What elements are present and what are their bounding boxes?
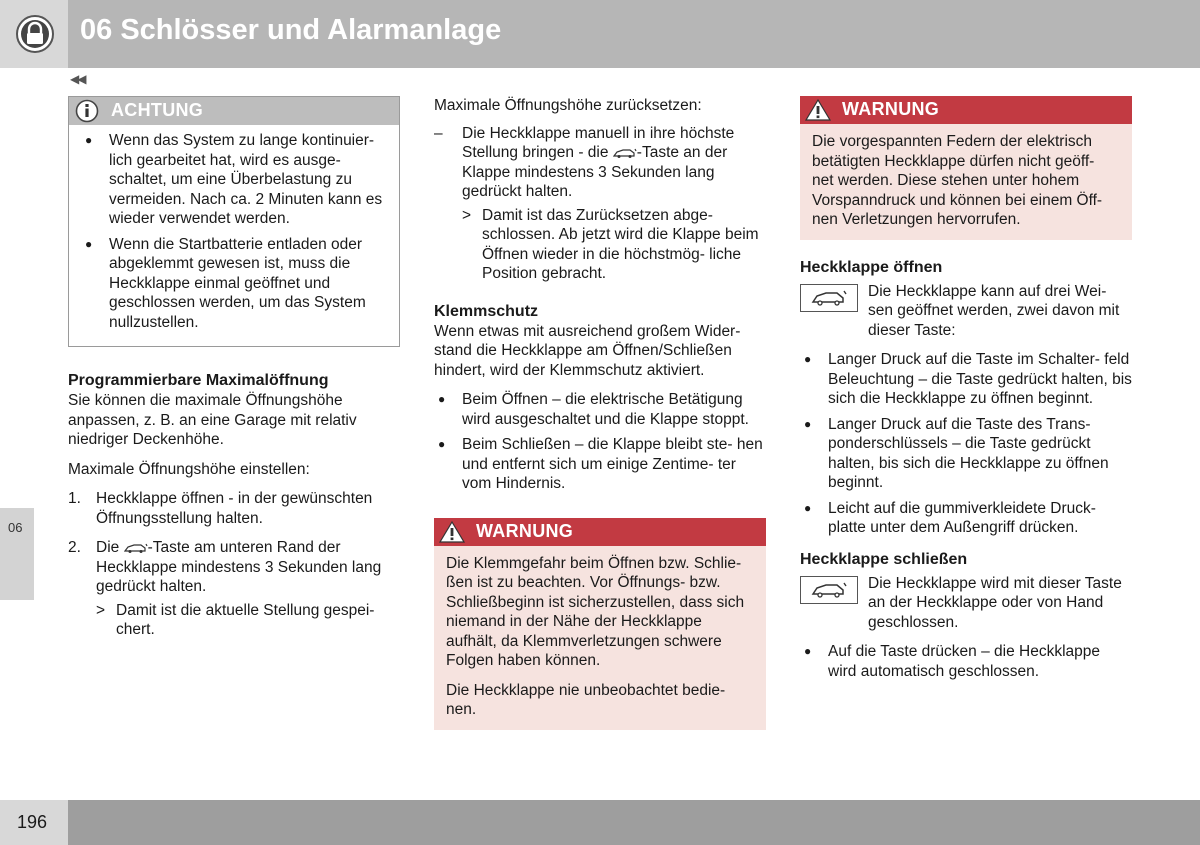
- list-item: ● Langer Druck auf die Taste des Trans- ponderschlüssels – die Taste gedrückt halten, bis sich die Heckklappe zu öffnen beginnt.: [800, 415, 1132, 493]
- list-item: ● Beim Schließen – die Klappe bleibt ste- hen und entfernt sich um einige Zentime- ter vom Hindernis.: [434, 435, 766, 494]
- list-item: [68, 489, 400, 528]
- section-heading: Klemmschutz: [434, 302, 539, 320]
- paragraph: Die Heckklappe wird mit dieser Taste an der Heckklappe oder von Hand geschlossen.: [868, 574, 1122, 631]
- list-item: ● Langer Druck auf die Taste im Schalter- feld Beleuchtung – die Taste gedrückt halten, bis sich die Heckklappe zu öffnen beginnt.: [800, 350, 1132, 409]
- list-item: ● Auf die Taste drücken – die Heckklappe wird automatisch geschlossen.: [800, 642, 1132, 681]
- dash-text-a: Die Heckklappe manuell in ihre höchste Stellung bringen - die: [462, 124, 735, 161]
- warnung-header: [800, 96, 1132, 124]
- dash-text-b: -Taste an der Klappe mindestens 3 Sekunden lang gedrückt halten.: [462, 144, 728, 200]
- info-icon: [73, 99, 101, 123]
- double-arrow-left-icon[interactable]: ◀◀: [70, 72, 85, 86]
- key-description: [800, 574, 1132, 633]
- tailgate-icon: [124, 542, 148, 554]
- result-text: Damit ist die aktuelle Stellung gespei- chert.: [116, 601, 375, 638]
- section-heading: Heckklappe öffnen: [800, 258, 943, 276]
- page-number-box: [0, 800, 68, 845]
- achtung-label: ACHTUNG: [111, 100, 204, 120]
- chapter-tab-label: 06: [8, 520, 23, 535]
- header-left-panel: [0, 0, 68, 68]
- achtung-box: [68, 96, 400, 347]
- warning-triangle-icon: [804, 98, 832, 122]
- achtung-body: [69, 125, 399, 346]
- paragraph: Maximale Öffnungshöhe einstellen:: [68, 460, 310, 478]
- list-item: – Die Heckklappe manuell in ihre höchste Stellung bringen - die -Taste an der Klappe mindestens 3 Sekunden lang gedrückt halten. > Damit ist das Zurücksetzen abge- schlossen. Ab jetzt wird die Klappe beim Öffnen wieder in die höchstmög- liche Position gebracht.: [434, 124, 766, 284]
- paragraph: Wenn etwas mit ausreichend großem Wider- stand die Heckklappe am Öffnen/Schließen hindert, wird der Klemmschutz aktiviert.: [434, 322, 741, 379]
- warnung-body: [434, 546, 766, 730]
- paragraph: Maximale Öffnungshöhe zurücksetzen:: [434, 97, 702, 114]
- paragraph: Sie können die maximale Öffnungshöhe anpassen, z. B. an eine Garage mit relativ niedriger Deckenhöhe.: [68, 392, 357, 448]
- step-text: Heckklappe öffnen - in der gewünschten Öffnungsstellung halten.: [96, 490, 373, 527]
- chapter-tab: [0, 508, 34, 600]
- list-item: ● Beim Öffnen – die elektrische Betätigung wird ausgeschaltet und die Klappe stoppt.: [434, 390, 766, 429]
- achtung-header: [69, 97, 399, 125]
- step-number: 1.: [68, 490, 81, 507]
- page-number: 196: [17, 812, 48, 832]
- tailgate-button: [800, 284, 858, 312]
- paragraph: Die Heckklappe kann auf drei Wei- sen geöffnet werden, zwei davon mit dieser Taste:: [868, 282, 1120, 339]
- warning-triangle-icon: [438, 520, 466, 544]
- tailgate-icon: [811, 581, 847, 599]
- section-heading: Heckklappe schließen: [800, 550, 968, 568]
- section-heading: Programmierbare Maximalöffnung: [68, 372, 329, 389]
- column-3: [800, 96, 1132, 687]
- warnung-box: [434, 518, 766, 730]
- tailgate-icon: [613, 147, 637, 159]
- paragraph: Die Klemmgefahr beim Öffnen bzw. Schlie- ßen ist zu beachten. Vor Öffnungs- bzw. Schließbeginn ist sicherzustellen, dass sich niemand in der Nähe der Heckklappe aufhält, da Klemmverletzungen schwere Folgen haben können.: [446, 554, 745, 669]
- key-description: [800, 282, 1132, 341]
- warnung-body: [800, 124, 1132, 240]
- column-2: [434, 96, 766, 730]
- step-result: > Damit ist das Zurücksetzen abge- schlossen. Ab jetzt wird die Klappe beim Öffnen wieder in die höchstmög- liche Position gebracht.: [462, 206, 759, 282]
- step-text-a: Die: [96, 539, 124, 556]
- list-item: [68, 538, 400, 640]
- result-text: Damit ist das Zurücksetzen abge- schlossen. Ab jetzt wird die Klappe beim Öffnen wieder in die höchstmög- liche Position gebracht.: [482, 206, 759, 282]
- list-item: ● Wenn das System zu lange kontinuier- lich gearbeitet hat, wird es ausge- schaltet, um eine Überbelastung zu vermeiden. Nach ca. 2 Minuten kann es wieder verwendet werden.: [81, 131, 385, 229]
- step-number: 2.: [68, 539, 81, 556]
- footer-bar: [68, 800, 1200, 845]
- tailgate-button: [800, 576, 858, 604]
- page-title: 06 Schlösser und Alarmanlage: [80, 14, 502, 46]
- step-text-b: -Taste am unteren Rand der Heckklappe mindestens 3 Sekunden lang gedrückt halten.: [96, 539, 382, 595]
- column-1: [68, 96, 400, 650]
- paragraph: Die vorgespannten Federn der elektrisch betätigten Heckklappe dürfen nicht geöff- net werden. Diese stehen unter hohem Vorspanndruck und können bei einem Öff- nen Verletzungen hervorrufen.: [812, 133, 1103, 228]
- paragraph: Die Heckklappe nie unbeobachtet bedie- nen.: [446, 681, 726, 718]
- warnung-box: [800, 96, 1132, 240]
- warnung-label: WARNUNG: [842, 99, 940, 119]
- warnung-header: [434, 518, 766, 546]
- step-result: > Damit ist die aktuelle Stellung gespei- chert.: [96, 601, 375, 638]
- lock-icon: [15, 14, 55, 54]
- tailgate-icon: [811, 289, 847, 307]
- list-item: ● Leicht auf die gummiverkleidete Druck- platte unter dem Außengriff drücken.: [800, 499, 1132, 538]
- warnung-label: WARNUNG: [476, 520, 574, 541]
- list-item: ● Wenn die Startbatterie entladen oder abgeklemmt gewesen ist, muss die Heckklappe einmal geöffnet und geschlossen werden, um das System nullzustellen.: [81, 235, 385, 333]
